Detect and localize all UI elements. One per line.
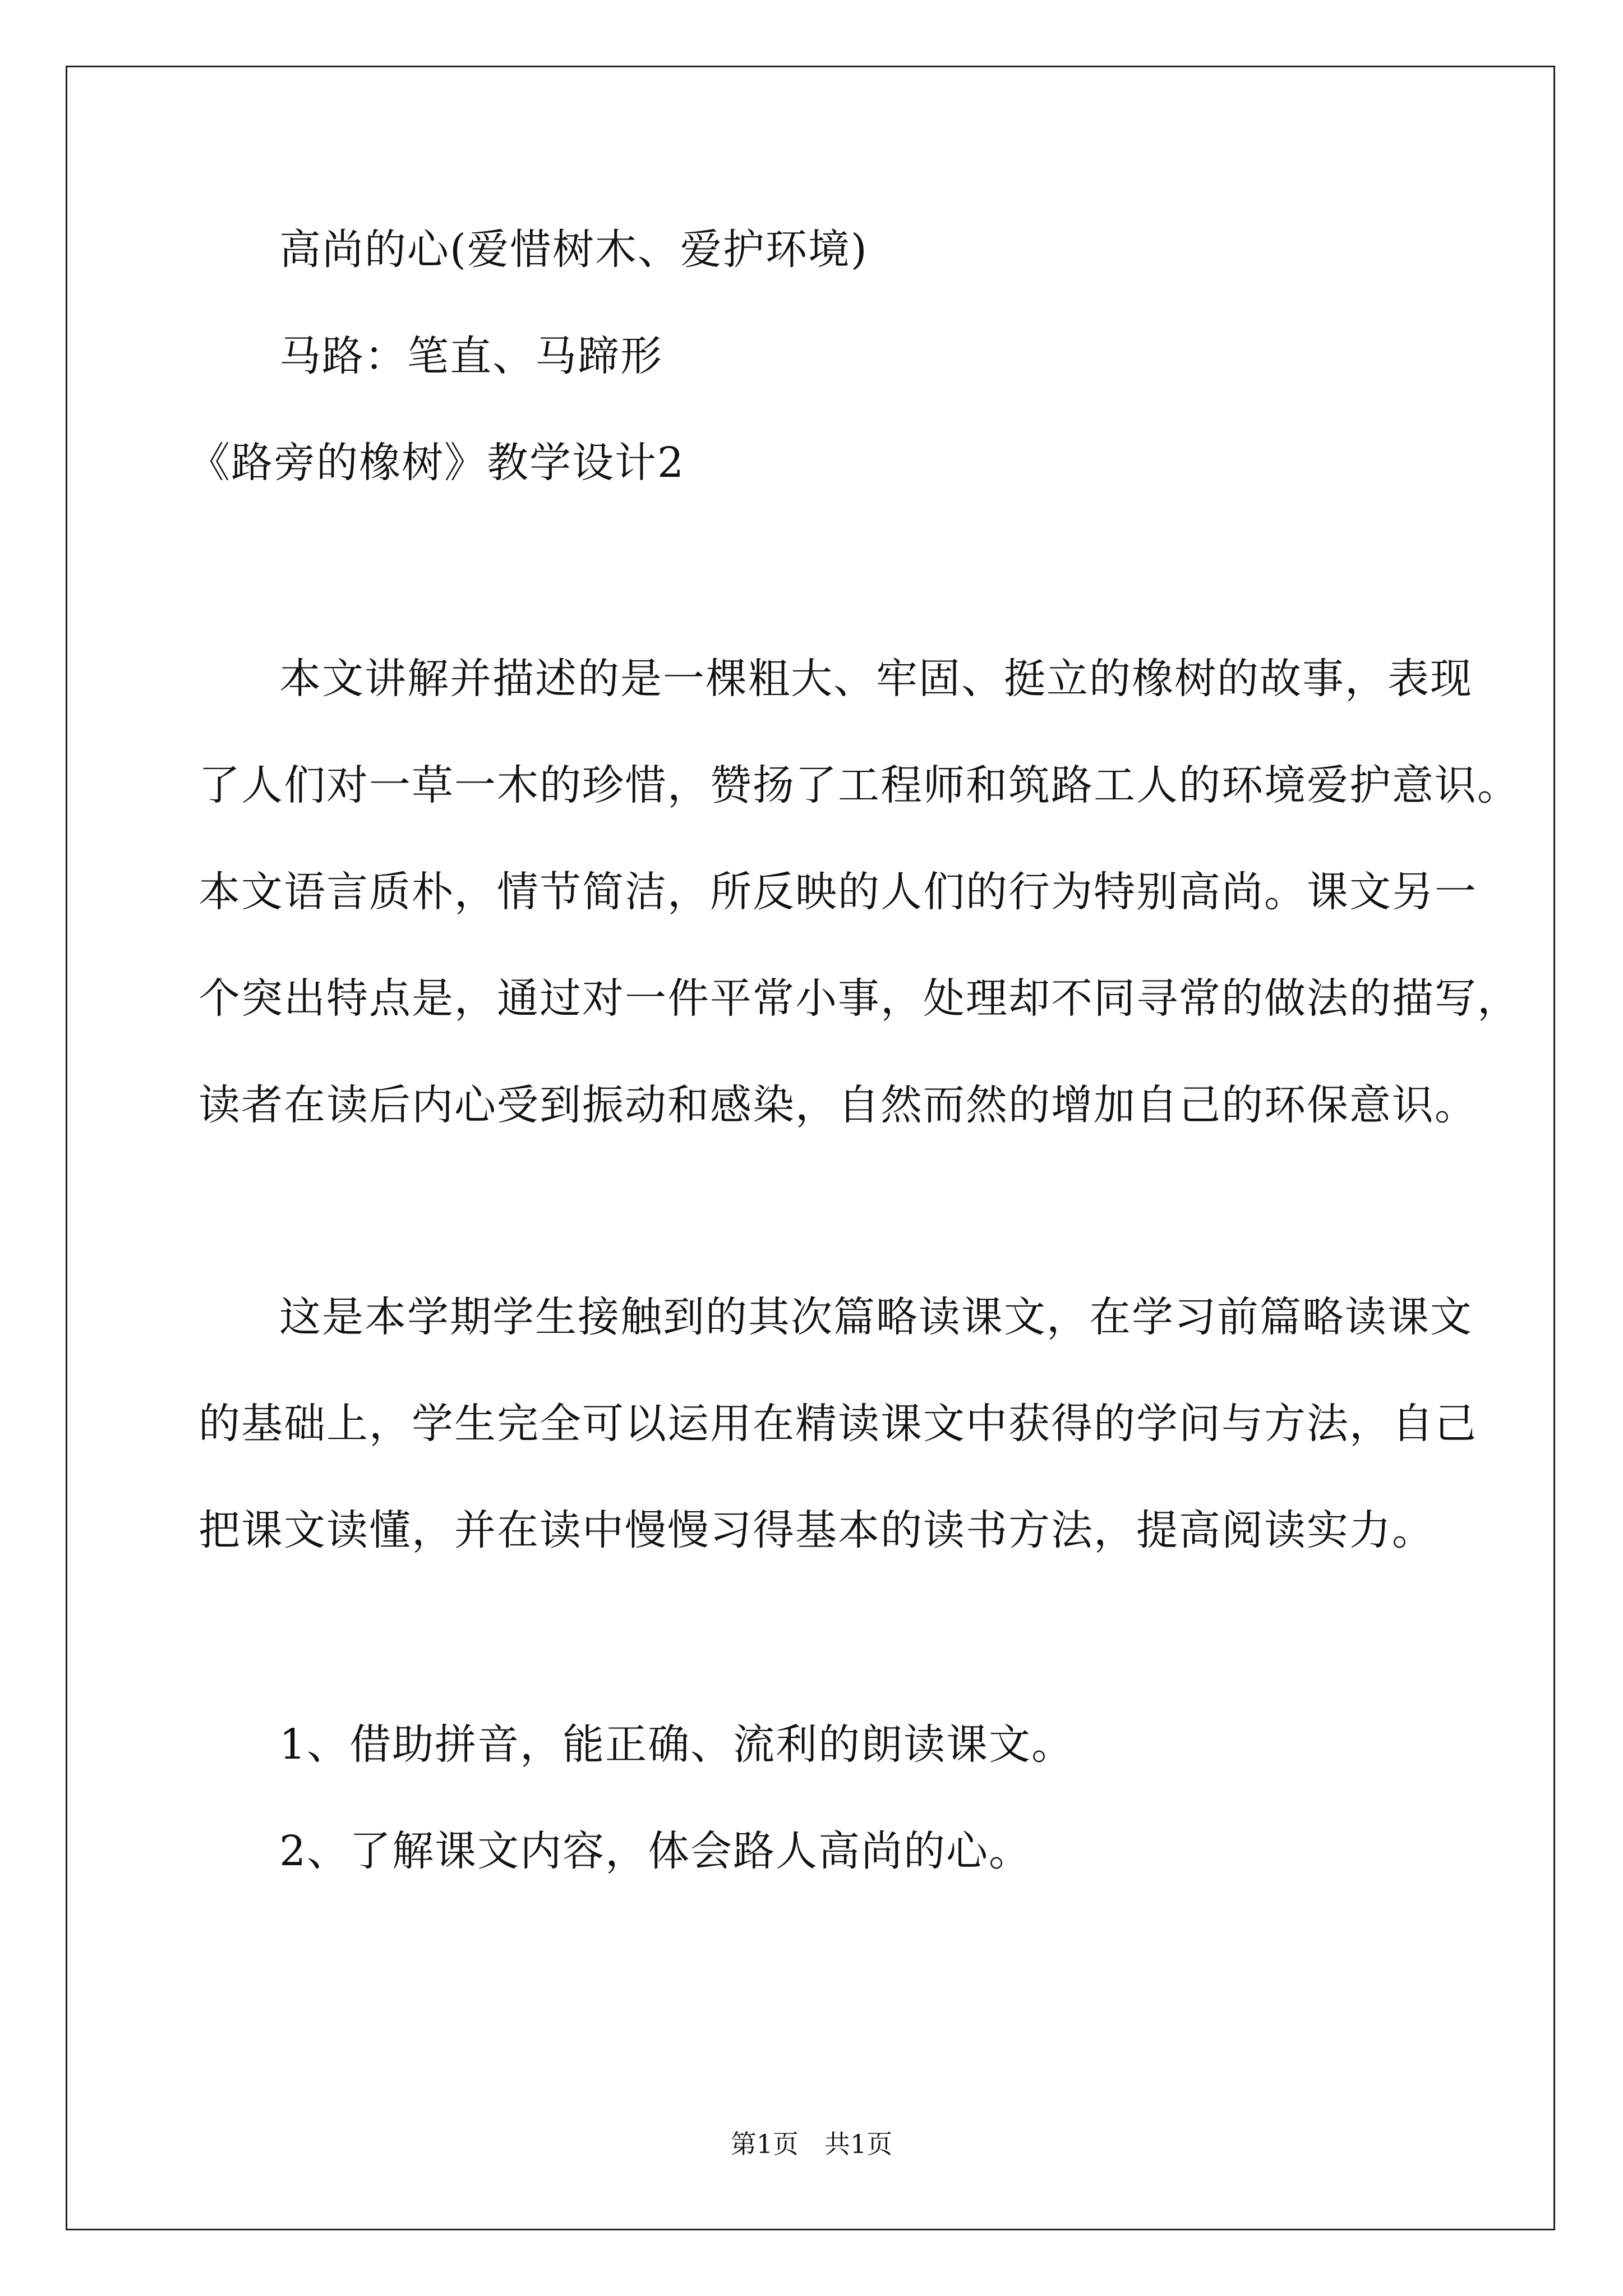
paragraph-1-line-4: 个突出特点是，通过对一件平常小事，处理却不同寻常的做法的描写， bbox=[199, 974, 1520, 1023]
paragraph-2-line-1: 这是本学期学生接触到的其次篇略读课文，在学习前篇略读课文 bbox=[279, 1293, 1473, 1341]
text-line-noble-heart: 高尚的心(爱惜树木、爱护环境) bbox=[279, 226, 868, 274]
section-title: 《路旁的橡树》教学设计2 bbox=[188, 439, 685, 487]
objective-1: 1、借助拼音，能正确、流利的朗读课文。 bbox=[279, 1720, 1075, 1769]
paragraph-1-line-2: 了人们对一草一木的珍惜，赞扬了工程师和筑路工人的环境爱护意识。 bbox=[199, 761, 1520, 809]
paragraph-1-line-5: 读者在读后内心受到振动和感染，自然而然的增加自己的环保意识。 bbox=[199, 1081, 1477, 1129]
text-line-road: 马路：笔直、马蹄形 bbox=[279, 332, 663, 380]
page-footer: 第1页 共1页 bbox=[730, 2129, 893, 2159]
page-border bbox=[66, 66, 1555, 2230]
paragraph-2-line-3: 把课文读懂，并在读中慢慢习得基本的读书方法，提高阅读实力。 bbox=[199, 1506, 1435, 1554]
paragraph-2-line-2: 的基础上，学生完全可以运用在精读课文中获得的学问与方法，自己 bbox=[199, 1400, 1477, 1448]
objective-2: 2、了解课文内容，体会路人高尚的心。 bbox=[279, 1827, 1032, 1875]
paragraph-1-line-3: 本文语言质朴，情节简洁，所反映的人们的行为特别高尚。课文另一 bbox=[199, 868, 1477, 916]
paragraph-1-line-1: 本文讲解并描述的是一棵粗大、牢固、挺立的橡树的故事，表现 bbox=[279, 655, 1473, 703]
